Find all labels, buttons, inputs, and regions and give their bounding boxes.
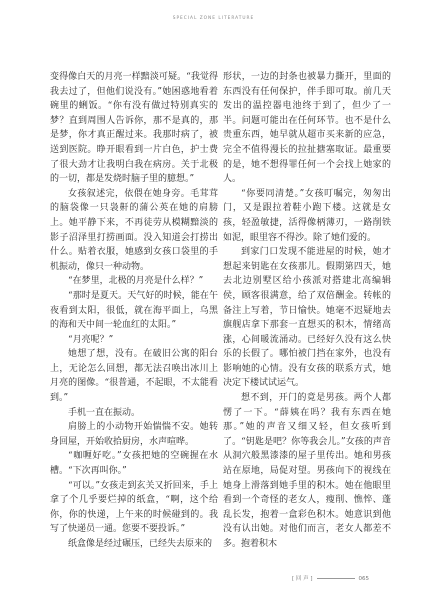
- paragraph: “月亮呢？”: [68, 334, 114, 345]
- paragraph: 手机一直在振动。: [68, 407, 141, 418]
- left-text-column: [50, 70, 218, 552]
- paragraph: 到家门口发现不能进屋的时候，她才想起来钥匙在女孩那儿。假期第四天，她去北边别墅区给小孩派对搭建北高编辑侯，顾客很满意，给了双倍酬金。转帐的备注上写着，节日愉快。她毫不迟疑地去旗舰店拿下那套一直想买的积木，情绪高涨，心间暖流涌动。已经好久没有这么快乐的长假了。哪怕被门挡在家外，也没有影响她的心情。没有女孩的联系方式，她决定下楼试试运气。: [223, 247, 391, 389]
- paragraph: 形状，一边的封条也被暴力撕开，里面的东西没有任何保护，伴手即可取。前几天发出的温控器电池终于到了，但少了一半。问题可能出在任何环节。也不是什么贵重东西，她早就从超市买来新的应急，完全不值得漫长的拉扯搪塞取证。最重要的是，她不想得罪任何一个会找上她家的人。: [223, 72, 391, 185]
- paragraph: 纸盒像是经过碾压，已经失去原来的: [68, 539, 213, 549]
- paragraph: 想不到，开门的竟是男孩。两个人都愣了一下。“薛姨在吗？我有东西在她那。”她的声音又细又轻，但女孩听到了。“钥匙是吧？你等我会儿。”女孩的声音从洞穴般黑漆漆的屋子里传出。她和男孩站在原地，局促对望。男孩向下的视线在她身上滑落到她手里的积木。她在他眼里看到一个奇怪的老女人，瘦削、憔悴、蓬乱长发，抱着一盒彩色积木。她意识到他没有认出她。对他们而言，老女人都差不多。抱着积木: [223, 393, 391, 549]
- paragraph: “你要同清楚。”女孩叮嘱完，匆匆出门，又是跟拉着鞋小跑下楼。这就是女孩，轻盈敏捷，活得像柄薄刃，一路削铁如泥，眼里容不得沙。除了她们爱的。: [223, 188, 391, 243]
- paragraph: “可以。”女孩走到玄关又折回来，手上拿了个几乎要烂掉的纸盒，“啊，这个给你，你的快递，上午来的时候碰到的。我写了快递员一通。您要不要投诉。”: [50, 480, 218, 535]
- page-number: 065: [358, 576, 369, 582]
- paragraph: 变得像白天的月亮一样黯淡可疑。“我觉得我去过了，但他们说没有。”她困惑地看着碗里的蜊饭。“你有没有做过特别真实的梦？直到周围人告诉你，那不是真的，那是梦，你才真正醒过来。我那时病了，被送到医院。睁开眼看到一片白色，护士费了很大劲才让我明白我在病房。关于北极的一切，都是发烧时脑子里的臆想。”: [50, 72, 218, 185]
- footer-rule: [317, 578, 355, 579]
- paragraph: 女孩叙述完，依偎在她身旁。毛茸茸的脑袋像一只袅鼾的蒲公英在她的肩膀上。她平静下来，不再徒劳从模糊黯淡的影子沼泽里打捞画面。没入知道会打捞出什么。贴着衣服，她感到女孩口袋里的手机振动，像只一种动物。: [50, 188, 218, 272]
- paragraph: 她想了想，没有。在破旧公寓的阳台上，无论怎么回想，都无法召唤出冰川上月亮的图像。“很普通，不起眼，不太能看到。”: [50, 349, 218, 404]
- right-text-column: [223, 70, 391, 552]
- running-header: SPECIAL ZONE LITERATURE: [172, 16, 255, 21]
- paragraph: “那时是夏天。天气好的时候，能在午夜看到太阳，很低，就在海平面上，乌黑的海和天中间一轮血红的太阳。”: [50, 290, 218, 331]
- page-footer: [292, 574, 369, 582]
- paragraph: “咖喱好吃。”女孩把她的空碗握在水槽。“下次再叫你。”: [50, 451, 218, 477]
- footer-section-label: [ 回 声 ]: [291, 576, 313, 582]
- paragraph: 肩膀上的小动物开始惴惴不安。她转身回屋，开始收拾厨房，水声喧哗。: [50, 422, 218, 447]
- paragraph: “在梦里，北极的月亮是什么样？”: [68, 276, 204, 287]
